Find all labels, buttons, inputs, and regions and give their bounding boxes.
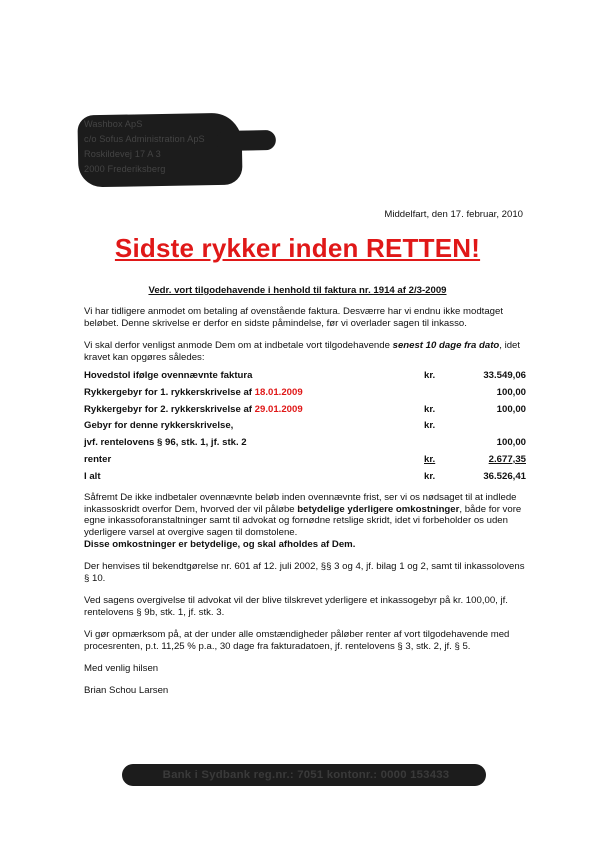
claim-label: jvf. rentelovens § 96, stk. 1, jf. stk. 2 [84,437,247,449]
claim-row [84,404,526,421]
claim-currency [424,454,468,471]
letter-body [84,306,526,707]
claim-amount: 100,00 [496,437,526,449]
claim-currency: kr. [424,403,436,415]
address-line-1: Washbox ApS [84,119,143,129]
consequences-text: Såfremt De ikke indbetaler ovennævnte beløb inden ovennævnte frist, ser vi os nødsaget til at indlede inkassoskridt overfor Dem, hvorved der vil påløbe [84,491,517,515]
claim-currency-text: kr. [424,453,436,465]
recipient-address [84,117,205,177]
subject-line: Vedr. vort tilgodehavende i henhold til faktura nr. 1914 af 2/3-2009 [148,285,447,296]
closing: Med venlig hilsen [84,663,159,675]
payment-request-tail: , idet kravet kan opgøres således: [84,339,521,363]
claim-row [84,387,526,404]
address-line-2: c/o Sofus Administration ApS [84,134,205,144]
bank-details: Bank i Sydbank reg.nr.: 7051 kontonr.: 0000 153433 [162,769,450,781]
claim-row [84,370,526,387]
claim-currency: kr. [424,420,436,432]
claim-label: Gebyr for denne rykkerskrivelse, [84,420,234,432]
claim-label: Hovedstol ifølge ovennævnte faktura [84,369,253,381]
paragraph-payment-request [84,340,526,364]
claim-currency [424,437,468,454]
reminder-date: 18.01.2009 [254,386,303,398]
payment-deadline: senest 10 dage fra dato [392,339,500,351]
reminder-date: 29.01.2009 [254,403,303,415]
paragraph-consequences [84,492,526,552]
claim-total-amount: 36.526,41 [483,470,526,482]
paragraph-interest: Vi gør opmærksom på, at der under alle omstændigheder påløber renter af vort tilgodehavende med procesrenten, p.t. 11,25 % p.a., 30 dage fra fakturadatoen, jf. rentelovens § 3, stk. 2, jf. § 5. [84,629,510,653]
claim-row [84,437,526,454]
consequences-tail: , både for vore egne inkassoforanstaltninger samt til advokat og fornødne retslige skridt, idet vi forbeholder os uden yderligere varsel at overgive sagen til domstolene. [84,503,522,539]
address-line-4: 2000 Frederiksberg [84,164,166,174]
claim-amount: 100,00 [496,403,526,415]
letter-date: Middelfart, den 17. februar, 2010 [384,209,523,220]
paragraph-legal-reference: Der henvises til bekendtgørelse nr. 601 af 12. juli 2002, §§ 3 og 4, jf. bilag 1 og 2, samt til inkassolovens § 10. [84,561,525,585]
claim-label-text: Rykkergebyr for 1. rykkerskrivelse af [84,386,255,398]
consequences-emphasis: betydelige yderligere omkostninger [297,503,460,515]
paragraph-collection-fee: Ved sagens overgivelse til advokat vil der blive tilskrevet yderligere et inkassogebyr på kr. 100,00, jf. rentelovens § 9b, stk. 1, jf. stk. 3. [84,595,508,619]
claim-amount [468,454,526,471]
claim-row [84,454,526,471]
payment-request-text: Vi skal derfor venligst anmode Dem om at indbetale vort tilgodehavende [84,339,393,351]
costs-warning: Disse omkostninger er betydelige, og skal afholdes af Dem. [84,539,356,551]
address-line-3: Roskildevej 17 A 3 [84,149,161,159]
claim-currency [424,387,468,404]
claim-total-row [84,471,526,488]
paragraph-previous-reminder: Vi har tidligere anmodet om betaling af ovenstående faktura. Desværre har vi endnu ikke modtaget beløbet. Denne skrivelse er derfor en sidste påmindelse, før vi overlader sagen til inkasso. [84,306,503,329]
claim-amount: 100,00 [496,386,526,398]
claim-label [84,387,424,404]
claim-currency: kr. [424,369,436,381]
headline: Sidste rykker inden RETTEN! [114,233,481,263]
claim-label: renter [84,453,112,465]
claim-row [84,420,526,437]
claim-amount: 33.549,06 [483,369,526,381]
claim-amount-text: 2.677,35 [488,453,526,465]
claim-table [84,370,526,488]
claim-label [84,404,424,421]
claim-label-text: Rykkergebyr for 2. rykkerskrivelse af [84,403,255,415]
claim-total-label: I alt [84,470,101,482]
claim-amount [468,420,526,437]
claim-total-currency: kr. [424,470,436,482]
signature-name: Brian Schou Larsen [84,685,169,697]
